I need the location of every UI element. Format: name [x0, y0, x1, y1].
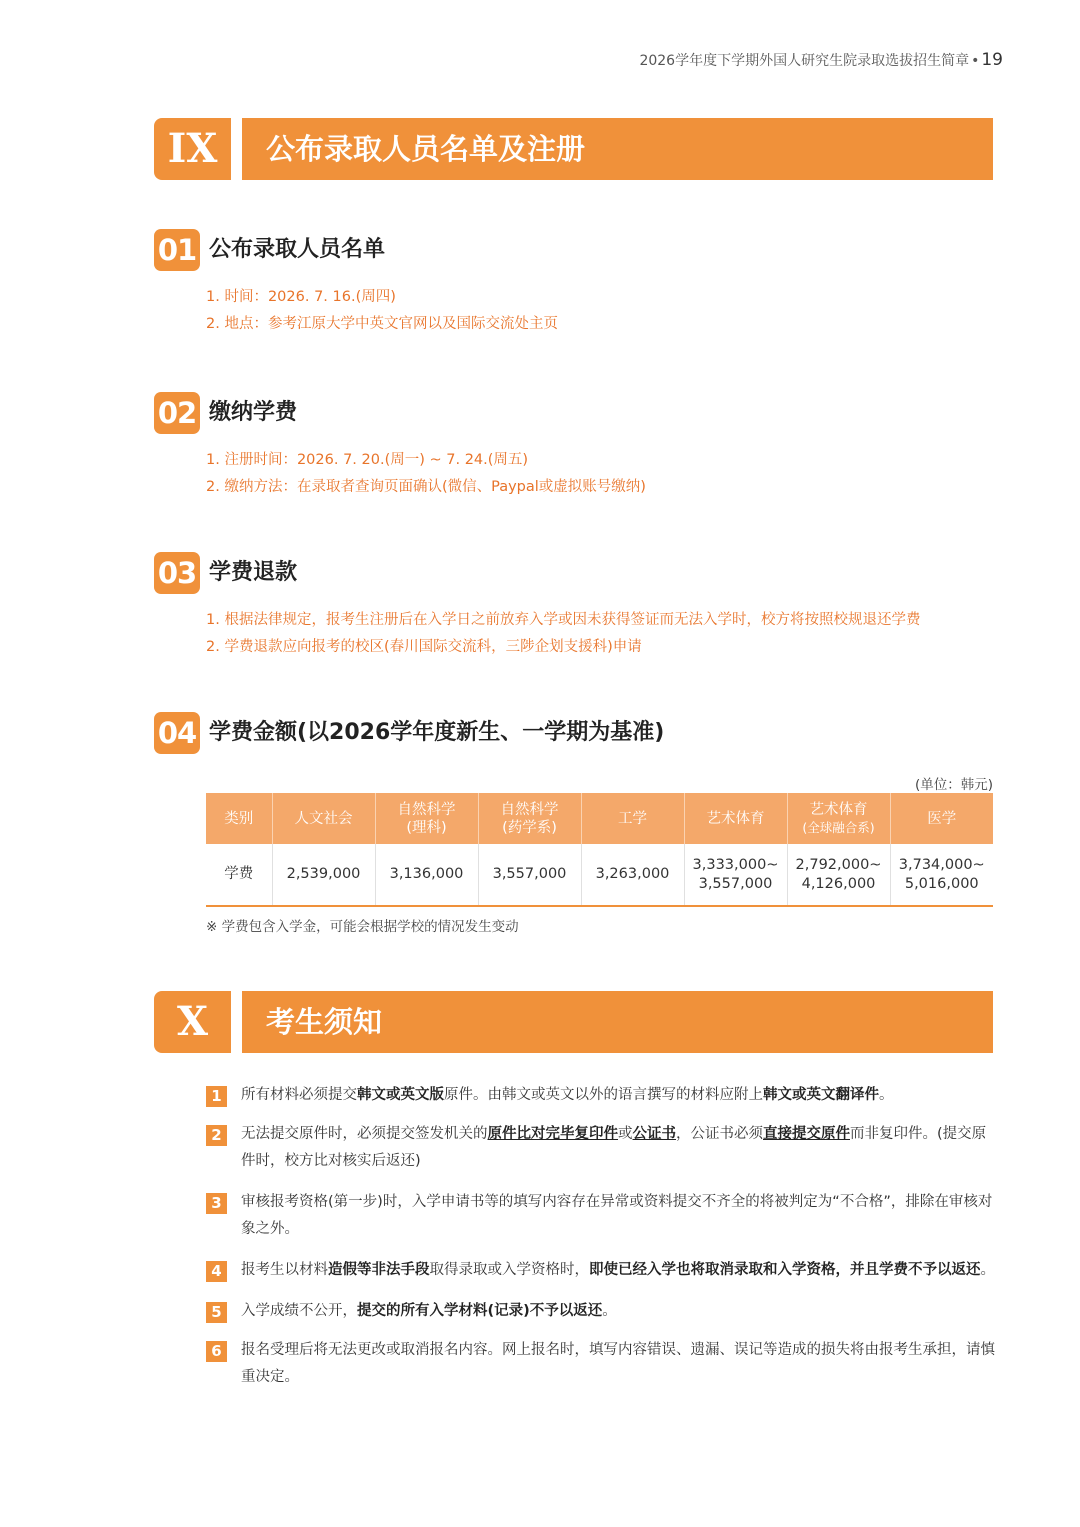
notice-item: [206, 1189, 996, 1243]
section-title: 学费金额(以2026学年度新生、一学期为基准): [209, 720, 665, 745]
notice-text: 而非复印件。(提交原件时，校方比对核实后返还): [241, 1126, 987, 1169]
notice-emphasis: 直接提交原件: [763, 1126, 850, 1142]
list-item: 2. 地点：参考江原大学中英文官网以及国际交流处主页: [206, 316, 558, 332]
cell-text: 3,734,000~: [898, 856, 985, 873]
notice-emphasis: 韩文或英文翻译件: [763, 1087, 879, 1103]
notice-number: 1: [206, 1086, 227, 1107]
table-cell: [684, 844, 787, 906]
separator-dot: •: [971, 53, 980, 69]
column-header: [375, 793, 478, 844]
table-note: ※ 学费包含入学金，可能会根据学校的情况发生变动: [206, 919, 519, 935]
cell-text: 3,263,000: [595, 866, 670, 882]
cell-text: 3,136,000: [389, 866, 464, 882]
table-unit-label: (单位：韩元): [914, 777, 993, 793]
notice-emphasis: 韩文或英文版: [357, 1087, 444, 1103]
list-item: 1. 时间：2026. 7. 16.(周四): [206, 289, 396, 305]
notice-emphasis: 原件比对完毕复印件: [487, 1126, 618, 1142]
notice-text: 。: [879, 1087, 894, 1103]
tuition-table: [206, 793, 993, 907]
notice-emphasis: 即使已经入学也将取消录取和入学资格，并且学费不予以返还: [589, 1262, 981, 1278]
notice-number: 6: [206, 1341, 227, 1362]
notice-number: 5: [206, 1302, 227, 1323]
notice-text: ，公证书必须: [676, 1126, 763, 1142]
notice-text: 。: [980, 1262, 995, 1278]
section-badge: 01: [154, 229, 200, 271]
section-badge: 02: [154, 392, 200, 434]
cell-text: 2,792,000~: [795, 856, 882, 873]
notice-text: 。: [602, 1303, 617, 1319]
chapter-numeral: X: [154, 991, 231, 1053]
cell-text: 4,126,000: [801, 875, 876, 892]
list-item: 2. 缴纳方法：在录取者查询页面确认(微信、Paypal或虚拟账号缴纳): [206, 479, 646, 495]
notice-text: 取得录取或入学资格时，: [429, 1262, 589, 1278]
cell-text: 学费: [224, 866, 254, 882]
table-row: [206, 844, 993, 906]
list-item: 1. 根据法律规定，报考生注册后在入学日之前放弃入学或因未获得签证而无法入学时，校方将按照校规退还学费: [206, 612, 921, 628]
section-items: [206, 447, 646, 501]
section-title: 学费退款: [209, 560, 298, 585]
table-cell: [206, 844, 272, 906]
section-items: [206, 607, 920, 661]
list-item: 2. 学费退款应向报考的校区(春川国际交流科，三陟企划支援科)申请: [206, 639, 642, 655]
table-cell: [787, 844, 890, 906]
notice-text: 报名受理后将无法更改或取消报名内容。网上报名时，填写内容错误、遗漏、误记等造成的损失将由报考生承担，请慎重决定。: [241, 1342, 995, 1385]
notice-item: [206, 1337, 996, 1391]
table-cell: [272, 844, 375, 906]
chapter-ix-banner: [154, 118, 993, 180]
chapter-title: 考生须知: [242, 991, 993, 1053]
cell-text: 3,557,000: [698, 875, 773, 892]
notice-item: [206, 1082, 996, 1109]
column-header: [581, 793, 684, 844]
chapter-title: 公布录取人员名单及注册: [242, 118, 993, 180]
column-header: [478, 793, 581, 844]
cell-text: 3,557,000: [492, 866, 567, 882]
section-items: [206, 284, 558, 338]
section-badge: 03: [154, 552, 200, 594]
header-sublabel: (理科): [406, 819, 447, 836]
column-header: [890, 793, 993, 844]
header-label: 自然科学: [500, 801, 559, 818]
notice-number: 2: [206, 1125, 227, 1146]
table-cell: [890, 844, 993, 906]
column-header: [272, 793, 375, 844]
notice-list: [206, 1082, 996, 1391]
header-label: 艺术体育: [809, 801, 868, 818]
page-number: 19: [981, 50, 1003, 70]
table-cell: [375, 844, 478, 906]
notice-item: [206, 1298, 996, 1325]
section-title: 公布录取人员名单: [209, 237, 386, 262]
notice-item: [206, 1257, 996, 1284]
cell-text: 5,016,000: [904, 875, 979, 892]
notice-text: 所有材料必须提交: [241, 1087, 357, 1103]
notice-number: 4: [206, 1261, 227, 1282]
header-sublabel: (药学系): [502, 819, 557, 836]
header-label: 医学: [927, 810, 957, 827]
notice-text: 无法提交原件时，必须提交签发机关的: [241, 1126, 488, 1142]
notice-text: 或: [618, 1126, 633, 1142]
table-header-row: [206, 793, 993, 844]
document-title: 2026学年度下学期外国人研究生院录取选拔招生简章: [639, 53, 970, 69]
header-label: 艺术体育: [706, 810, 765, 827]
cell-text: 3,333,000~: [692, 856, 779, 873]
notice-text: 审核报考资格(第一步)时，入学申请书等的填写内容存在异常或资料提交不齐全的将被判定为“不合格”，排除在审核对象之外。: [241, 1194, 993, 1237]
running-header: [639, 50, 1003, 70]
notice-text: 报考生以材料: [241, 1262, 328, 1278]
header-label: 自然科学: [397, 801, 456, 818]
notice-emphasis: 提交的所有入学材料(记录)不予以返还: [357, 1303, 603, 1319]
column-header: [787, 793, 890, 844]
notice-emphasis: 造假等非法手段: [328, 1262, 430, 1278]
section-badge: 04: [154, 712, 200, 754]
header-sublabel: (全球融合系): [802, 819, 875, 835]
notice-emphasis: 公证书: [632, 1126, 676, 1142]
notice-number: 3: [206, 1193, 227, 1214]
cell-text: 2,539,000: [286, 866, 361, 882]
header-label: 工学: [618, 810, 647, 827]
notice-text: 入学成绩不公开，: [241, 1303, 357, 1319]
list-item: 1. 注册时间：2026. 7. 20.(周一) ~ 7. 24.(周五): [206, 452, 529, 468]
table-cell: [581, 844, 684, 906]
column-header: [684, 793, 787, 844]
header-label: 人文社会: [294, 810, 353, 827]
chapter-numeral: IX: [154, 118, 231, 180]
section-title: 缴纳学费: [209, 400, 298, 425]
notice-item: [206, 1121, 996, 1175]
notice-text: 原件。由韩文或英文以外的语言撰写的材料应附上: [444, 1087, 763, 1103]
column-header: [206, 793, 272, 844]
header-label: 类别: [224, 810, 254, 827]
table-cell: [478, 844, 581, 906]
chapter-x-banner: [154, 991, 993, 1053]
